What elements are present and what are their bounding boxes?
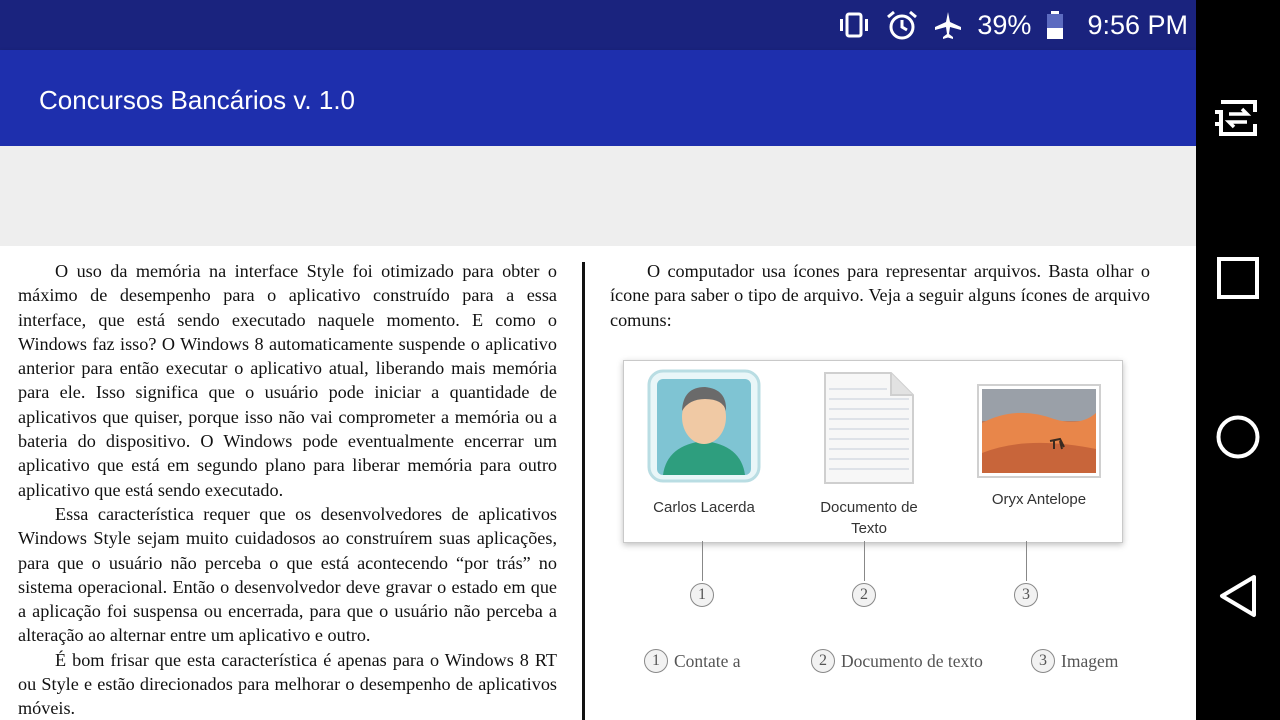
file-icons-figure [623,360,1123,543]
document-top-margin [0,146,1196,246]
legend-text: Contate a [674,650,741,671]
app-bar [0,50,1196,146]
legend-item [811,649,983,673]
clock: 9:56 PM [1087,9,1188,40]
icon-label: Carlos Lacerda [653,499,755,516]
status-bar [0,0,1196,50]
callout-number: 3 [1014,583,1038,607]
callout-number: 2 [811,649,835,673]
home-circle-icon [1215,414,1261,465]
callout-number: 3 [1031,649,1055,673]
paragraph: É bom frisar que esta característica é apenas para o Windows 8 RT ou Style e estão direcionados para melhorar o desempenho de aplicativos móveis. [18,649,557,719]
back-button[interactable] [1196,556,1280,640]
callout-number: 1 [690,583,714,607]
image-file-icon [976,383,1102,479]
back-triangle-icon [1216,573,1260,624]
paragraph: Essa característica requer que os desenvolvedores de aplicativos Windows Style sejam muito cuidadosos ao construírem suas aplicações, para que o usuário não perceba o que está acontecendo “por trás” no sistema operacional. Então o desenvolvedor deve gravar o estado em que a aplicação foi suspensa ou encerrada, para que o usuário não perceba a alteração ao alternar entre um aplicativo e outro. [18,503,557,646]
figure-item-document [799,361,939,539]
status-icons [837,0,1188,50]
text-document-icon [821,369,917,487]
paragraph: O computador usa ícones para representar arquivos. Basta olhar o ícone para saber o tipo de arquivo. Veja a seguir alguns ícones de arquivo comuns: [610,261,1150,330]
callout-line [864,541,865,581]
battery-percent: 39% [977,9,1032,40]
callout-number: 1 [644,649,668,673]
callout-number: 2 [852,583,876,607]
recents-square-icon [1216,256,1260,305]
document-page[interactable] [0,246,1196,720]
legend-item [644,649,741,673]
icon-label: Oryx Antelope [991,491,1087,508]
alarm-icon [885,9,919,41]
contact-icon [645,367,763,485]
app-title: Concursos Bancários v. 1.0 [39,85,355,115]
legend-text: Imagem [1061,650,1119,671]
screen-switch-icon [1211,98,1265,143]
column-divider [582,262,585,720]
callout-line [702,541,703,581]
battery-icon [1045,10,1065,40]
callout-line [1026,541,1027,581]
legend-item [1031,649,1118,673]
figure-item-image [964,361,1114,510]
right-column [610,259,1150,332]
paragraph: O uso da memória na interface Style foi otimizado para obter o máximo de desempenho para o aplicativo construído para a essa interface, que está sendo executado naquele momento. E como o Windows faz isso? O Windows 8 automaticamente suspende o aplicativo anterior para então executar o aplicativo atual, liberando mais memória para ele. Isso significa que o usuário pode iniciar a quantidade de aplicativos que quiser, porque isso não vai comprometer a memória ou a bateria do dispositivo. O Windows pode eventualmente encerrar um aplicativo que está em segundo plano para liberar memória para outro aplicativo que está sendo executado. [18,261,557,500]
airplane-mode-icon [933,10,963,40]
left-column [18,259,557,720]
recents-button[interactable] [1196,238,1280,322]
navigation-bar [1196,0,1280,720]
icon-label: Documento de [820,499,918,516]
legend-text: Documento de texto [841,650,983,671]
figure-item-contact [634,361,774,518]
vibrate-icon [837,11,871,39]
icon-label: Texto [851,520,887,537]
screen-switch-button[interactable] [1196,78,1280,162]
home-button[interactable] [1196,397,1280,481]
